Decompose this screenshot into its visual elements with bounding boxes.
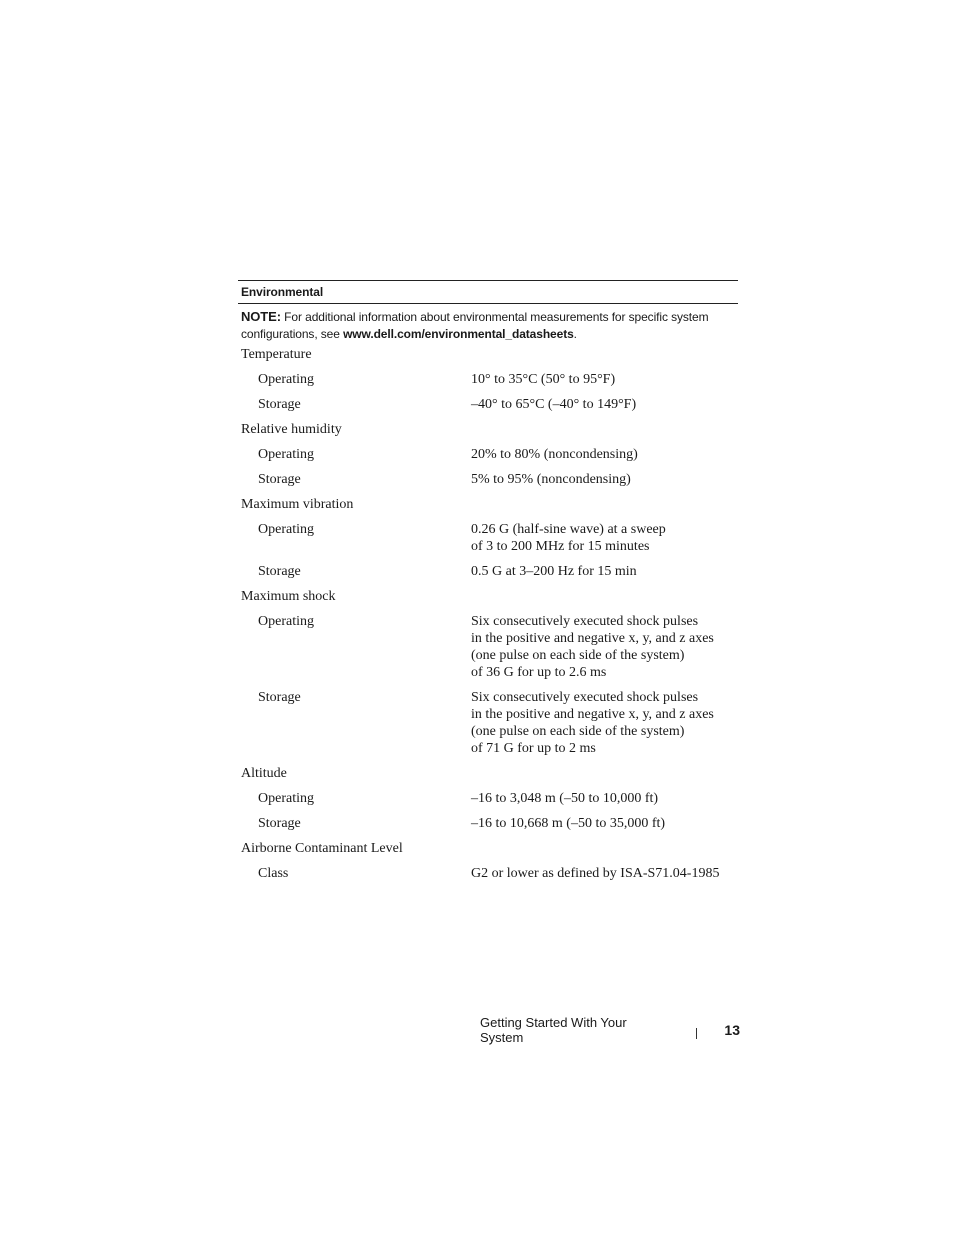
row-param: Storage (258, 472, 301, 487)
value-line: 10° to 35°C (50° to 95°F) (471, 372, 616, 387)
value-line: G2 or lower as defined by ISA-S71.04-1985 (471, 866, 720, 881)
row-param: Storage (258, 690, 301, 705)
table-row (238, 396, 738, 421)
page-number: 13 (724, 1022, 740, 1038)
row-param: Storage (258, 816, 301, 831)
row-value (471, 563, 738, 588)
section-title-maximum-vibration: Maximum vibration (241, 497, 354, 512)
row-value (471, 471, 738, 496)
table-row (238, 689, 738, 765)
value-line: of 3 to 200 MHz for 15 minutes (471, 539, 650, 554)
footer-title: Getting Started With Your System (480, 1015, 627, 1045)
value-line: –16 to 10,668 m (–50 to 35,000 ft) (471, 816, 666, 831)
row-value (471, 790, 738, 815)
value-line: –40° to 65°C (–40° to 149°F) (471, 397, 637, 412)
table-row (238, 613, 738, 689)
table-row (238, 446, 738, 471)
value-line: in the positive and negative x, y, and z axes (471, 707, 714, 722)
value-line: (one pulse on each side of the system) (471, 724, 685, 739)
note-label: NOTE: (241, 309, 281, 324)
section-title-altitude: Altitude (241, 766, 287, 781)
table-row (238, 815, 738, 840)
value-line: of 71 G for up to 2 ms (471, 741, 596, 756)
table-row (238, 563, 738, 588)
table-row (238, 865, 738, 890)
value-line: 0.5 G at 3–200 Hz for 15 min (471, 564, 637, 579)
row-param: Operating (258, 614, 314, 629)
row-value (471, 446, 738, 471)
footer-divider (696, 1028, 697, 1039)
section-title-relative-humidity: Relative humidity (241, 422, 342, 437)
section-title-maximum-shock: Maximum shock (241, 589, 336, 604)
row-value (471, 613, 738, 689)
value-line: Six consecutively executed shock pulses (471, 614, 699, 629)
page-footer (480, 1015, 740, 1045)
value-line: 0.26 G (half-sine wave) at a sweep (471, 522, 666, 537)
datasheets-link[interactable]: www.dell.com/environmental_datasheets (343, 327, 574, 341)
value-line: (one pulse on each side of the system) (471, 648, 685, 663)
row-value (471, 396, 738, 421)
table-row (238, 790, 738, 815)
environmental-spec-table (238, 280, 738, 890)
section-title-temperature: Temperature (241, 347, 312, 362)
table-row (238, 471, 738, 496)
row-param: Operating (258, 791, 314, 806)
note (238, 304, 738, 346)
row-value (471, 689, 738, 765)
row-param: Operating (258, 372, 314, 387)
row-value (471, 815, 738, 840)
row-param: Class (258, 866, 289, 881)
value-line: 5% to 95% (noncondensing) (471, 472, 631, 487)
row-param: Operating (258, 522, 314, 537)
row-param: Storage (258, 397, 301, 412)
row-param: Storage (258, 564, 301, 579)
row-value (471, 371, 738, 396)
value-line: –16 to 3,048 m (–50 to 10,000 ft) (471, 791, 659, 806)
value-line: in the positive and negative x, y, and z axes (471, 631, 714, 646)
row-value (471, 521, 738, 563)
note-text: For additional information about environmental measurements for specific system configurations, see (241, 310, 709, 341)
value-line: 20% to 80% (noncondensing) (471, 447, 638, 462)
row-param: Operating (258, 447, 314, 462)
table-row (238, 521, 738, 563)
row-value (471, 865, 738, 890)
section-title-airborne-contaminant-level: Airborne Contaminant Level (241, 841, 403, 856)
table-heading: Environmental (238, 280, 738, 304)
note-text-end: . (573, 327, 577, 341)
value-line: of 36 G for up to 2.6 ms (471, 665, 607, 680)
table-row (238, 371, 738, 396)
value-line: Six consecutively executed shock pulses (471, 690, 699, 705)
spec-rows (238, 346, 738, 890)
